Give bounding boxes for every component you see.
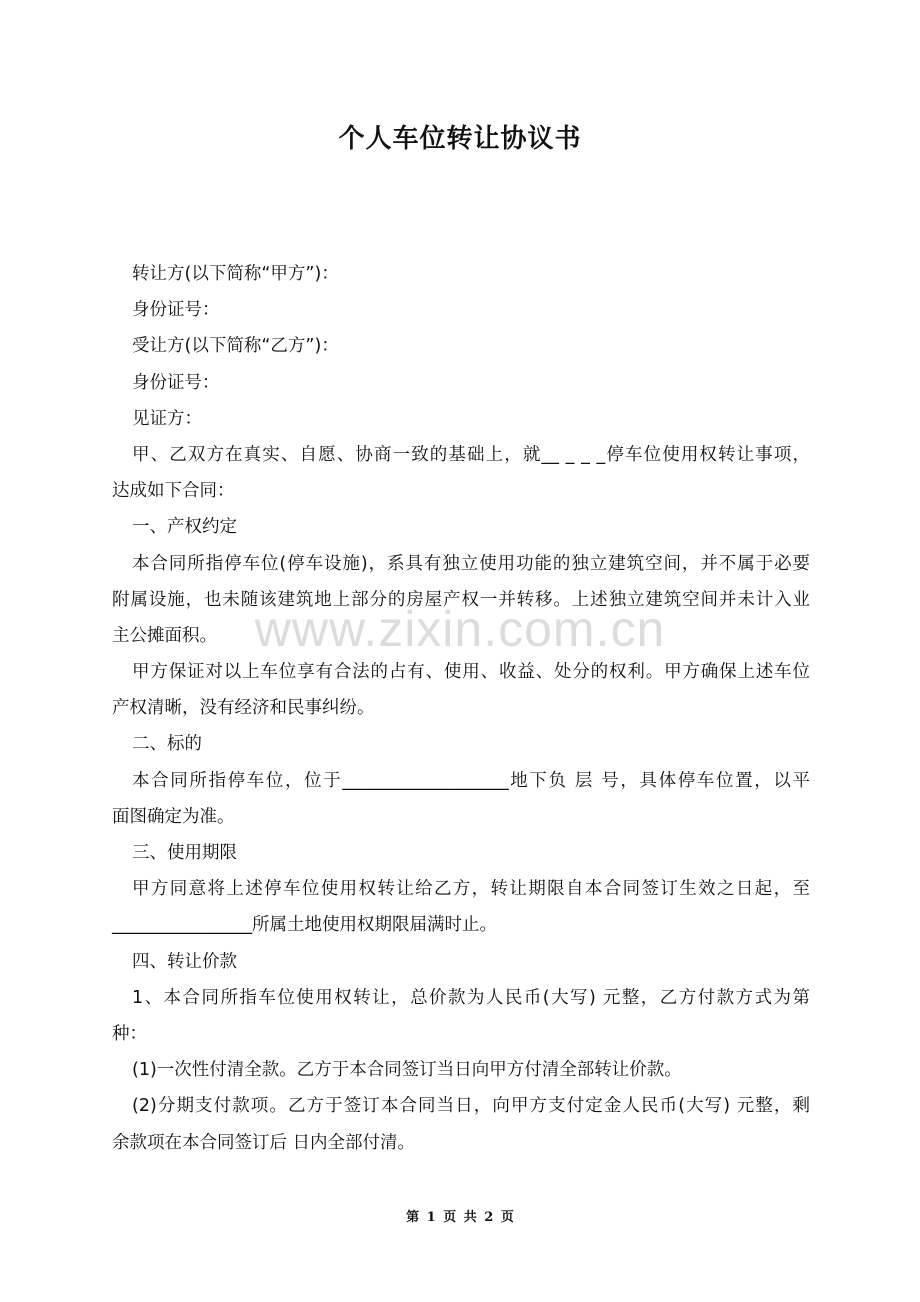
text-line: 一、产权约定 <box>132 517 237 538</box>
text-line: 二、标的 <box>132 734 202 755</box>
text-line: 本合同所指停车位，位于___________________地下负 层 号，具体停车位置，以平 <box>132 770 810 791</box>
page-footer: 第 1 页 共 2 页 <box>406 1210 514 1225</box>
text-line: 转让方(以下简称“甲方”)： <box>132 264 339 284</box>
text-line: ________________所属土地使用权期限届满时止。 <box>112 915 497 936</box>
text-line: 附属设施，也未随该建筑地上部分的房屋产权一并转移。上述独立建筑空间并未计入业 <box>112 589 810 610</box>
text-line: 达成如下合同： <box>112 481 235 502</box>
text-line: 四、转让价款 <box>132 951 237 972</box>
text-line: 本合同所指停车位(停车设施)，系具有独立使用功能的独立建筑空间，并不属于必要 <box>132 553 810 574</box>
text-line: (2)分期支付款项。乙方于签订本合同当日，向甲方支付定金人民币(大写) 元整，剩 <box>132 1096 810 1117</box>
text-line: 三、使用期限 <box>132 843 237 863</box>
text-line: 见证方： <box>132 408 202 429</box>
text-line: 受让方(以下简称“乙方”)： <box>132 336 339 357</box>
text-line: 产权清晰，没有经济和民事纠纷。 <box>112 698 375 719</box>
text-line: 身份证号： <box>132 372 220 393</box>
text-line: 甲方同意将上述停车位使用权转让给乙方，转让期限自本合同签订生效之日起，至 <box>132 879 810 900</box>
text-line: 主公摊面积。 <box>112 625 217 646</box>
document-title: 个人车位转让协议书 <box>338 124 582 154</box>
text-line: 余款项在本合同签订后 日内全部付清。 <box>112 1132 416 1153</box>
document-body <box>112 256 810 1161</box>
text-line: 甲、乙双方在真实、自愿、协商一致的基础上，就__ _ _ _停车位使用权转让事项， <box>132 444 810 465</box>
text-line: 种： <box>112 1023 147 1044</box>
text-line: 身份证号： <box>132 300 220 321</box>
watermark: www.zixin.com.cn <box>254 601 666 657</box>
text-line: 1、本合同所指车位使用权转让，总价款为人民币(大写) 元整，乙方付款方式为第 <box>132 987 810 1008</box>
text-line: 面图确定为准。 <box>112 806 235 827</box>
text-line: (1)一次性付清全款。乙方于本合同签订当日向甲方付清全部转让价款。 <box>132 1060 682 1081</box>
text-line: 甲方保证对以上车位享有合法的占有、使用、收益、处分的权利。甲方确保上述车位 <box>132 662 810 683</box>
